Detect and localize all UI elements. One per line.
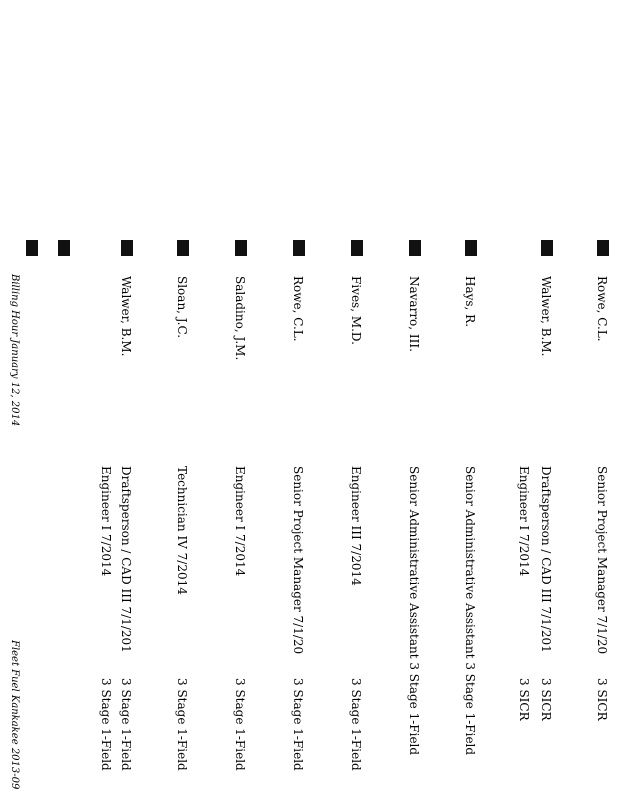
position-title: Draftsperson / CAD III 7/1/201: [539, 466, 553, 653]
redaction-block: [541, 240, 553, 256]
redaction-block: [293, 240, 305, 256]
table-row: [290, 0, 306, 800]
redaction-block: [597, 240, 609, 256]
table-row: [594, 0, 610, 800]
status-code: 3 Stage 1-Field: [233, 678, 247, 771]
employee-name: Navarro, III.: [407, 276, 421, 352]
redaction-block: [58, 240, 70, 256]
table-row: [98, 0, 114, 800]
employee-name: Saladino, J.M.: [233, 276, 247, 361]
status-code: 3 SICR: [595, 678, 609, 721]
table-row: [348, 0, 364, 800]
redaction-block: [351, 240, 363, 256]
status-code: 3 Stage 1-Field: [99, 678, 113, 771]
employee-name: Walwer, B.M.: [539, 276, 553, 357]
employee-name: Sloan, J.C.: [175, 276, 189, 339]
redaction-block: [465, 240, 477, 256]
position-title: Senior Administrative Assistant 3 Stage 1-Field: [463, 466, 477, 756]
status-code: 3 SICR: [539, 678, 553, 721]
position-title: Senior Project Manager 7/1/20: [291, 466, 305, 655]
table-row: [232, 0, 248, 800]
position-title: Draftsperson / CAD III 7/1/201: [119, 466, 133, 653]
redaction-block: [177, 240, 189, 256]
table-row: [462, 0, 478, 800]
employee-name: Rowe, C.L.: [291, 276, 305, 342]
employee-name: Fives, M.D.: [349, 276, 363, 345]
position-title: Engineer I 7/2014: [233, 466, 247, 577]
table-row: [516, 0, 532, 800]
position-title: Engineer I 7/2014: [517, 466, 531, 577]
employee-name: Hays, R.: [463, 276, 477, 328]
employee-name: Rowe, C.L.: [595, 276, 609, 342]
position-title: Senior Administrative Assistant 3 Stage 1-Field: [407, 466, 421, 756]
redaction-block: [121, 240, 133, 256]
position-title: Technician IV 7/2014: [175, 466, 189, 595]
table-row: [118, 0, 134, 800]
position-title: Senior Project Manager 7/1/20: [595, 466, 609, 655]
status-code: 3 Stage 1-Field: [291, 678, 305, 771]
table-row: [538, 0, 554, 800]
position-title: Engineer III 7/2014: [349, 466, 363, 586]
status-code: 3 Stage 1-Field: [119, 678, 133, 771]
status-code: 3 Stage 1-Field: [175, 678, 189, 771]
position-title: Engineer I 7/2014: [99, 466, 113, 577]
status-code: 3 SICR: [517, 678, 531, 721]
employee-name: Walwer, B.M.: [119, 276, 133, 357]
redaction-block: [235, 240, 247, 256]
redaction-block: [409, 240, 421, 256]
table-row: [406, 0, 422, 800]
redaction-block: [26, 240, 38, 256]
table-row: [174, 0, 190, 800]
status-code: 3 Stage 1-Field: [349, 678, 363, 771]
footer-right-text: Fleet Fuel Kankakee 2013-09: [9, 640, 20, 790]
footer-left-text: Billing Hour January 12, 2014: [9, 274, 20, 427]
